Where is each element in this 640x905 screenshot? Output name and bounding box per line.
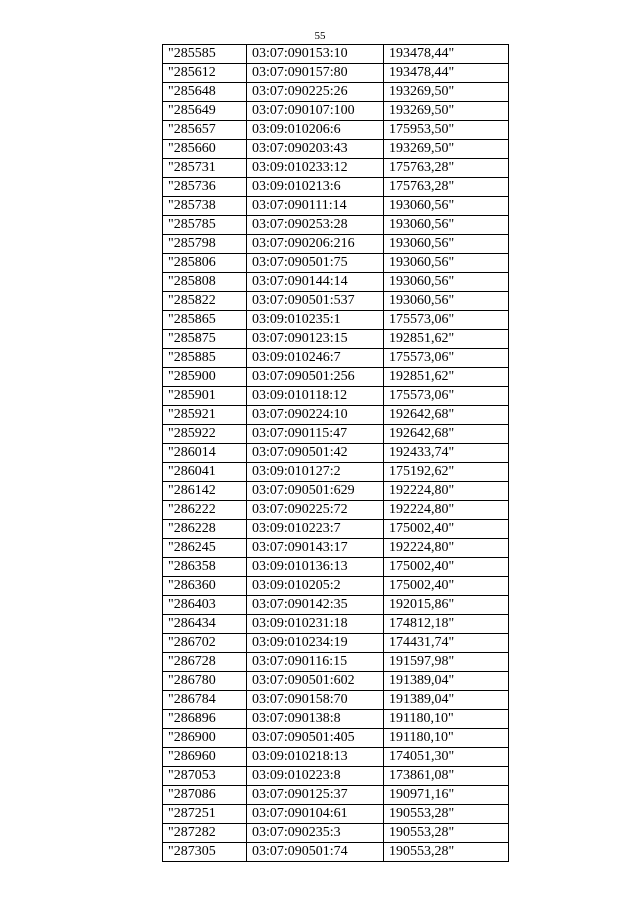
record-number-cell: "286784 (163, 691, 247, 710)
table-row (163, 178, 509, 197)
table-row (163, 501, 509, 520)
data-table (162, 44, 509, 862)
amount-cell: 175002,40" (384, 577, 509, 596)
record-number-cell: "285660 (163, 140, 247, 159)
cadastral-number-cell: 03:07:090157:80 (247, 64, 384, 83)
amount-cell: 192015,86" (384, 596, 509, 615)
record-number-cell: "286142 (163, 482, 247, 501)
amount-cell: 175192,62" (384, 463, 509, 482)
table-row (163, 691, 509, 710)
record-number-cell: "285806 (163, 254, 247, 273)
cadastral-number-cell: 03:09:010223:7 (247, 520, 384, 539)
amount-cell: 191180,10" (384, 729, 509, 748)
record-number-cell: "286434 (163, 615, 247, 634)
cadastral-number-cell: 03:07:090104:61 (247, 805, 384, 824)
table-row (163, 653, 509, 672)
amount-cell: 175763,28" (384, 159, 509, 178)
record-number-cell: "286900 (163, 729, 247, 748)
cadastral-number-cell: 03:09:010205:2 (247, 577, 384, 596)
record-number-cell: "285875 (163, 330, 247, 349)
cadastral-number-cell: 03:07:090206:216 (247, 235, 384, 254)
amount-cell: 191597,98" (384, 653, 509, 672)
table-row (163, 159, 509, 178)
table-row (163, 539, 509, 558)
cadastral-number-cell: 03:07:090224:10 (247, 406, 384, 425)
record-number-cell: "285731 (163, 159, 247, 178)
record-number-cell: "285808 (163, 273, 247, 292)
amount-cell: 175002,40" (384, 520, 509, 539)
amount-cell: 174812,18" (384, 615, 509, 634)
record-number-cell: "285612 (163, 64, 247, 83)
amount-cell: 190553,28" (384, 805, 509, 824)
cadastral-number-cell: 03:07:090153:10 (247, 45, 384, 64)
table-row (163, 311, 509, 330)
cadastral-number-cell: 03:07:090253:28 (247, 216, 384, 235)
table-row (163, 615, 509, 634)
amount-cell: 190553,28" (384, 824, 509, 843)
record-number-cell: "286403 (163, 596, 247, 615)
cadastral-number-cell: 03:07:090144:14 (247, 273, 384, 292)
record-number-cell: "286728 (163, 653, 247, 672)
record-number-cell: "285922 (163, 425, 247, 444)
cadastral-number-cell: 03:09:010231:18 (247, 615, 384, 634)
amount-cell: 193060,56" (384, 235, 509, 254)
cadastral-number-cell: 03:07:090501:42 (247, 444, 384, 463)
table-row (163, 425, 509, 444)
table-body (163, 45, 509, 862)
amount-cell: 192224,80" (384, 539, 509, 558)
amount-cell: 193060,56" (384, 292, 509, 311)
record-number-cell: "285736 (163, 178, 247, 197)
cadastral-number-cell: 03:07:090111:14 (247, 197, 384, 216)
amount-cell: 175953,50" (384, 121, 509, 140)
table-row (163, 45, 509, 64)
table-row (163, 558, 509, 577)
amount-cell: 192224,80" (384, 501, 509, 520)
amount-cell: 190971,16" (384, 786, 509, 805)
table-row (163, 406, 509, 425)
cadastral-number-cell: 03:07:090501:602 (247, 672, 384, 691)
record-number-cell: "286228 (163, 520, 247, 539)
cadastral-number-cell: 03:09:010213:6 (247, 178, 384, 197)
record-number-cell: "286702 (163, 634, 247, 653)
record-number-cell: "285900 (163, 368, 247, 387)
record-number-cell: "286014 (163, 444, 247, 463)
cadastral-number-cell: 03:09:010118:12 (247, 387, 384, 406)
cadastral-number-cell: 03:07:090107:100 (247, 102, 384, 121)
cadastral-number-cell: 03:09:010127:2 (247, 463, 384, 482)
amount-cell: 193060,56" (384, 254, 509, 273)
record-number-cell: "286896 (163, 710, 247, 729)
cadastral-number-cell: 03:07:090235:3 (247, 824, 384, 843)
record-number-cell: "287053 (163, 767, 247, 786)
record-number-cell: "287305 (163, 843, 247, 862)
amount-cell: 193060,56" (384, 273, 509, 292)
amount-cell: 175002,40" (384, 558, 509, 577)
record-number-cell: "286358 (163, 558, 247, 577)
cadastral-number-cell: 03:07:090501:256 (247, 368, 384, 387)
cadastral-number-cell: 03:07:090501:75 (247, 254, 384, 273)
cadastral-number-cell: 03:07:090143:17 (247, 539, 384, 558)
amount-cell: 191389,04" (384, 691, 509, 710)
table-row (163, 64, 509, 83)
table-row (163, 349, 509, 368)
amount-cell: 193060,56" (384, 197, 509, 216)
record-number-cell: "285649 (163, 102, 247, 121)
record-number-cell: "285785 (163, 216, 247, 235)
cadastral-number-cell: 03:09:010206:6 (247, 121, 384, 140)
table-row (163, 140, 509, 159)
table-row (163, 520, 509, 539)
amount-cell: 175763,28" (384, 178, 509, 197)
cadastral-number-cell: 03:07:090501:405 (247, 729, 384, 748)
cadastral-number-cell: 03:09:010223:8 (247, 767, 384, 786)
table-row (163, 710, 509, 729)
amount-cell: 190553,28" (384, 843, 509, 862)
table-row (163, 102, 509, 121)
record-number-cell: "286360 (163, 577, 247, 596)
page-number: 55 (314, 30, 326, 42)
cadastral-number-cell: 03:09:010233:12 (247, 159, 384, 178)
amount-cell: 192224,80" (384, 482, 509, 501)
table-row (163, 254, 509, 273)
cadastral-number-cell: 03:07:090142:35 (247, 596, 384, 615)
amount-cell: 193478,44" (384, 64, 509, 83)
table-row (163, 786, 509, 805)
amount-cell: 174431,74" (384, 634, 509, 653)
table-row (163, 444, 509, 463)
cadastral-number-cell: 03:07:090125:37 (247, 786, 384, 805)
record-number-cell: "286222 (163, 501, 247, 520)
table-row (163, 672, 509, 691)
table-row (163, 748, 509, 767)
amount-cell: 192851,62" (384, 368, 509, 387)
record-number-cell: "285885 (163, 349, 247, 368)
cadastral-number-cell: 03:07:090138:8 (247, 710, 384, 729)
amount-cell: 192433,74" (384, 444, 509, 463)
record-number-cell: "286780 (163, 672, 247, 691)
table-row (163, 216, 509, 235)
cadastral-number-cell: 03:07:090158:70 (247, 691, 384, 710)
cadastral-number-cell: 03:07:090501:537 (247, 292, 384, 311)
cadastral-number-cell: 03:07:090203:43 (247, 140, 384, 159)
record-number-cell: "287251 (163, 805, 247, 824)
record-number-cell: "286041 (163, 463, 247, 482)
table-row (163, 824, 509, 843)
amount-cell: 175573,06" (384, 387, 509, 406)
record-number-cell: "285585 (163, 45, 247, 64)
cadastral-number-cell: 03:07:090115:47 (247, 425, 384, 444)
record-number-cell: "285657 (163, 121, 247, 140)
table-row (163, 368, 509, 387)
cadastral-number-cell: 03:07:090123:15 (247, 330, 384, 349)
amount-cell: 191180,10" (384, 710, 509, 729)
table-row (163, 292, 509, 311)
table-row (163, 596, 509, 615)
amount-cell: 174051,30" (384, 748, 509, 767)
table-row (163, 729, 509, 748)
table-row (163, 197, 509, 216)
table-row (163, 767, 509, 786)
amount-cell: 175573,06" (384, 311, 509, 330)
record-number-cell: "285648 (163, 83, 247, 102)
record-number-cell: "285798 (163, 235, 247, 254)
table-row (163, 463, 509, 482)
cadastral-number-cell: 03:07:090501:629 (247, 482, 384, 501)
amount-cell: 193060,56" (384, 216, 509, 235)
table-row (163, 805, 509, 824)
cadastral-number-cell: 03:07:090225:26 (247, 83, 384, 102)
cadastral-number-cell: 03:07:090501:74 (247, 843, 384, 862)
table-row (163, 273, 509, 292)
record-number-cell: "285822 (163, 292, 247, 311)
cadastral-number-cell: 03:09:010136:13 (247, 558, 384, 577)
table-row (163, 330, 509, 349)
record-number-cell: "285738 (163, 197, 247, 216)
amount-cell: 173861,08" (384, 767, 509, 786)
cadastral-number-cell: 03:09:010218:13 (247, 748, 384, 767)
amount-cell: 175573,06" (384, 349, 509, 368)
record-number-cell: "285865 (163, 311, 247, 330)
record-number-cell: "287282 (163, 824, 247, 843)
record-number-cell: "286960 (163, 748, 247, 767)
table-row (163, 482, 509, 501)
record-number-cell: "286245 (163, 539, 247, 558)
table-row (163, 577, 509, 596)
amount-cell: 193269,50" (384, 140, 509, 159)
cadastral-number-cell: 03:07:090116:15 (247, 653, 384, 672)
amount-cell: 193478,44" (384, 45, 509, 64)
record-number-cell: "287086 (163, 786, 247, 805)
cadastral-number-cell: 03:09:010246:7 (247, 349, 384, 368)
record-number-cell: "285901 (163, 387, 247, 406)
amount-cell: 192851,62" (384, 330, 509, 349)
table-row (163, 634, 509, 653)
amount-cell: 192642,68" (384, 406, 509, 425)
cadastral-number-cell: 03:07:090225:72 (247, 501, 384, 520)
amount-cell: 192642,68" (384, 425, 509, 444)
record-number-cell: "285921 (163, 406, 247, 425)
table-row (163, 121, 509, 140)
table-row (163, 235, 509, 254)
table-row (163, 387, 509, 406)
amount-cell: 193269,50" (384, 102, 509, 121)
cadastral-number-cell: 03:09:010235:1 (247, 311, 384, 330)
amount-cell: 191389,04" (384, 672, 509, 691)
amount-cell: 193269,50" (384, 83, 509, 102)
cadastral-number-cell: 03:09:010234:19 (247, 634, 384, 653)
table-row (163, 843, 509, 862)
table-row (163, 83, 509, 102)
